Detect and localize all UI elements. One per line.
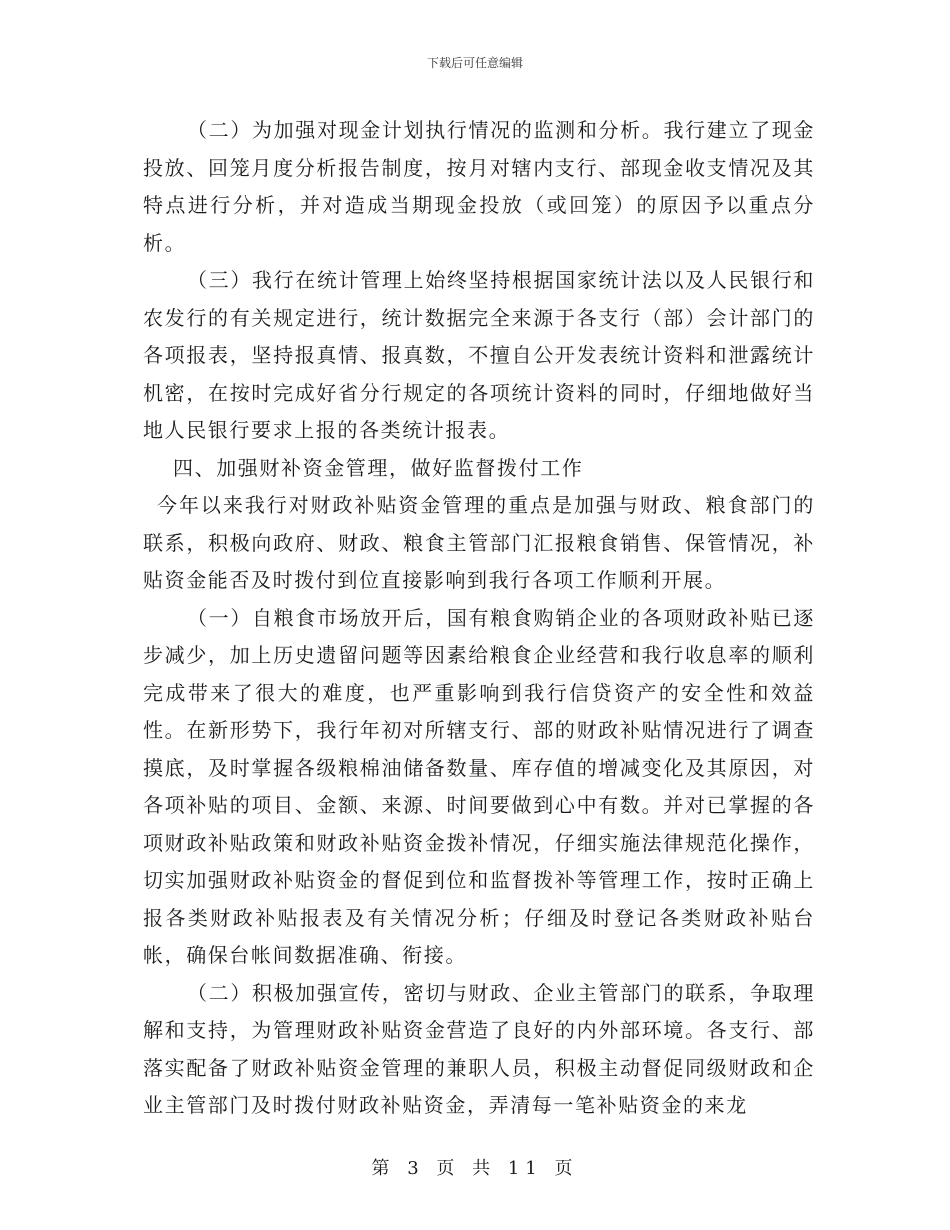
- paragraph-cash-analysis: （二）为加强对现金计划执行情况的监测和分析。我行建立了现金投放、回笼月度分析报告制度，按月对辖内支行、部现金收支情况及其特点进行分析，并对造成当期现金投放（或回笼）的原因予以重点分析。: [143, 118, 815, 255]
- paragraph-statistics: （三）我行在统计管理上始终坚持根据国家统计法以及人民银行和农发行的有关规定进行，统计数据完全来源于各支行（部）会计部门的各项报表，坚持报真情、报真数，不擅自公开发表统计资料和泄露统计机密，在按时完成好省分行规定的各项统计资料的同时，仔细地做好当地人民银行要求上报的各类统计报表。: [143, 268, 815, 442]
- page-header: 下载后可任意编辑: [426, 56, 523, 70]
- page-number-footer: 第 3 页 共 11 页: [371, 1158, 579, 1179]
- paragraph-subsidy-one: （一）自粮食市场放开后，国有粮食购销企业的各项财政补贴已逐步减少，加上历史遗留问题等因素给粮食企业经营和我行收息率的顺利完成带来了很大的难度，也严重影响到我行信贷资产的安全性和效益性。在新形势下，我行年初对所辖支行、部的财政补贴情况进行了调查摸底，及时掌握各级粮棉油储备数量、库存值的增减变化及其原因，对各项补贴的项目、金额、来源、时间要做到心中有数。并对已掌握的各项财政补贴政策和财政补贴资金拨补情况，仔细实施法律规范化操作，切实加强财政补贴资金的督促到位和监督拨补等管理工作，按时正确上报各类财政补贴报表及有关情况分析；仔细及时登记各类财政补贴台帐，确保台帐间数据准确、衔接。: [143, 605, 815, 967]
- paragraph-subsidy-intro: 今年以来我行对财政补贴资金管理的重点是加强与财政、粮食部门的联系，积极向政府、财政、粮食主管部门汇报粮食销售、保管情况，补贴资金能否及时拨付到位直接影响到我行各项工作顺利开展。: [143, 493, 815, 592]
- document-body: [143, 112, 815, 1125]
- paragraph-subsidy-two: （二）积极加强宣传，密切与财政、企业主管部门的联系，争取理解和支持，为管理财政补贴资金营造了良好的内外部环境。各支行、部落实配备了财政补贴资金管理的兼职人员，积极主动督促同级财政和企业主管部门及时拨付财政补贴资金，弄清每一笔补贴资金的来龙: [143, 980, 815, 1117]
- section-heading-subsidy: 四、加强财补资金管理，做好监督拨付工作: [173, 455, 584, 480]
